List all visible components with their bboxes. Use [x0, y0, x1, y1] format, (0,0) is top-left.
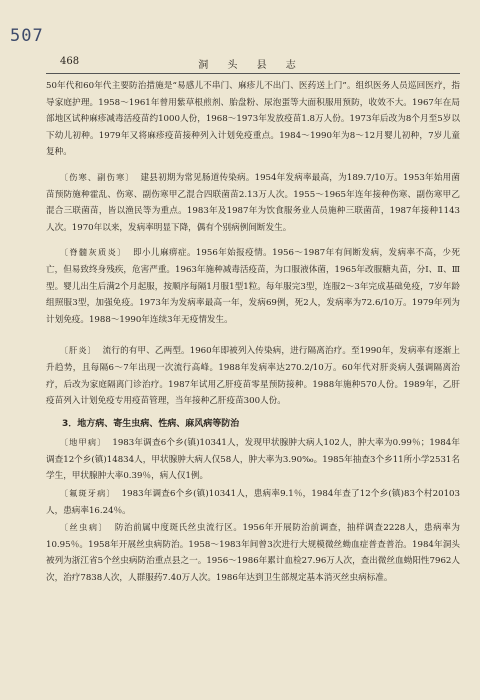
paragraph-measles-continued: 50年代和60年代主要防治措施是“易感儿不串门、麻疹儿不出门、医药送上门”。组织医务人员巡回医疗，指导家庭护理。1958～1961年曾用紫草根煎剂、胎盘粉、尿泡蛋等大面积服用预防，收效不大。1967年在局部地区试种麻疹减毒活疫苗约1000人份，1968～1973年发放疫苗1.8万人份。1973年后改为8个月至5岁以下幼儿初种。1979年又将麻疹疫苗接种列入计划免疫重点。1984～1990年为8～12月婴儿初种，7岁儿童复种。 — [46, 81, 460, 158]
entry-tag: 〔肝炎〕 — [59, 345, 97, 356]
entry-text: 1983年调查6个乡(镇)10341人，发现甲状腺肿大病人102人，肿大率为0.99％；1984年调查12个乡(镇)14834人，甲状腺肿大病人仅58人，肿大率为3.90‰。1985年抽查3个乡11所小学2531名学生，甲状腺肿大率0.39％，病人仅1例。 — [46, 438, 460, 482]
paragraph-polio — [46, 244, 460, 328]
paragraph-hepatitis — [46, 342, 460, 409]
entry-text: 流行的有甲、乙两型。1960年即被列入传染病，进行隔离治疗。至1990年，发病率有逐渐上升趋势，且每隔6～7年出现一次流行高峰。1988年发病率达270.2/10万。60年代对肝炎病人强调隔离治疗，后改为家庭隔离门诊治疗。1987年试用乙肝疫苗零星预防接种。1988年施种570人份。1989年，乙肝疫苗列入计划免疫专用疫苗管理，当年接种乙肝疫苗300人份。 — [46, 346, 460, 407]
running-header — [46, 56, 456, 72]
entry-text: 1983年调查6个乡(镇)10341人，患病率9.1％，1984年查了12个乡(镇)83个村20103人，患病率16.24％。 — [46, 489, 460, 516]
paragraph-fluorosis — [46, 485, 460, 519]
entry-tag: 〔伤寒、副伤寒〕 — [59, 171, 135, 182]
entry-text: 建县初期为常见肠道传染病。1954年发病率最高，为189.7/10万。1953年始用菌苗预防施种霍乱、伤寒、副伤寒甲乙混合四联菌苗2.13万人次。1955～1965年连年接种伤寒、副伤寒甲乙混合三联菌苗，皆以渔民等为重点。1983年及1987年为饮食服务业人员施种三联菌苗，1987年接种1143人次。1970年以来，发病率明显下降，偶有个别病例间断发生。 — [46, 172, 460, 233]
entry-tag: 〔脊髓灰质炎〕 — [59, 247, 127, 258]
book-title: 洞 头 县 志 — [198, 60, 304, 71]
paragraph-goiter — [46, 434, 460, 485]
page-body — [46, 78, 460, 587]
entry-tag: 〔丝虫病〕 — [59, 522, 109, 533]
entry-tag: 〔地甲病〕 — [59, 437, 107, 448]
header-rule — [46, 73, 460, 74]
page-number: 468 — [60, 56, 80, 67]
entry-tag: 〔氟斑牙病〕 — [59, 488, 116, 499]
paragraph-filariasis — [46, 519, 460, 586]
entry-text: 防治前属中度斑氏丝虫流行区。1956年开展防治前调查，抽样调查2228人，患病率为10.95％。1958年开展丝虫病防治。1958～1983年间曾3次进行大规模微丝蚴血症普查普治。1984年洞头被列为浙江省5个丝虫病防治重点县之一。1956～1986年累计血检27.96万人次，查出微丝血蚴阳性7962人次，治疗7838人次，人群服药7.40万人次。1986年达到卫生部规定基本消灭丝虫病标准。 — [46, 523, 460, 584]
page-stamp: 507 — [10, 26, 44, 46]
paragraph-typhoid — [46, 169, 460, 236]
entry-text: 即小儿麻痹症。1956年始报疫情。1956～1987年有间断发病，发病率不高，少死亡，但易致终身残疾，危害严重。1963年施种减毒活疫苗，为口服液体菌，1965年改服糖丸苗，分Ⅰ、Ⅱ、Ⅲ型。婴儿出生后满2个月起服，按顺序每隔1月服1型1粒。每年服完3型，连服2～3年完成基础免疫，7岁年龄组照服3型，加强免疫。1973年为发病率最高一年，发病69例，死2人，发病率为72.6/10万。1979年列为计划免疫。1988～1990年连续3年无疫情发生。 — [46, 248, 460, 325]
section-heading: 3．地方病、寄生虫病、性病、麻风病等防治 — [62, 418, 240, 429]
